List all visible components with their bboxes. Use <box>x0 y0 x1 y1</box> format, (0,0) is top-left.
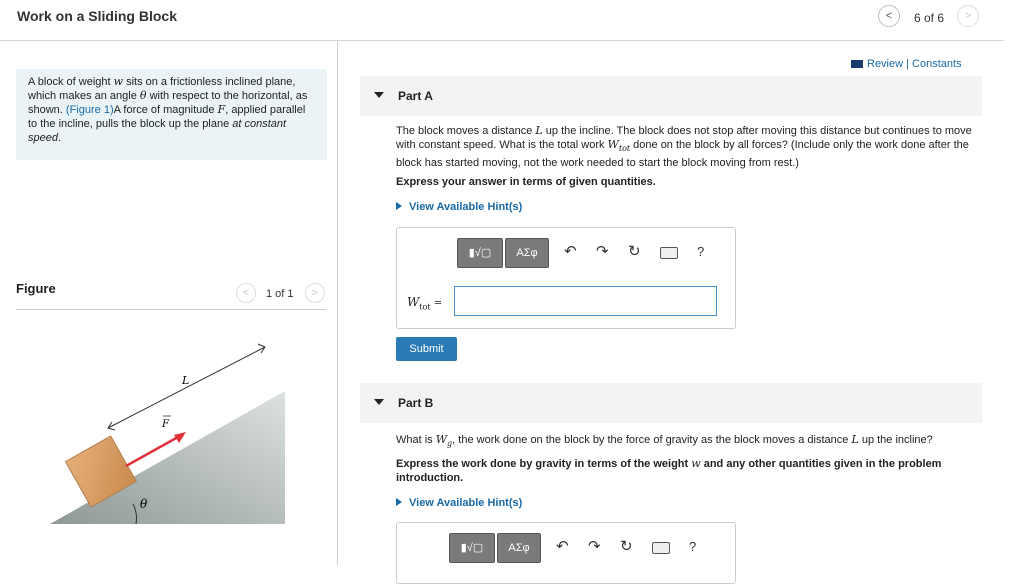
part-b-header[interactable]: Part B <box>360 383 982 423</box>
part-a-instruction: Express your answer in terms of given quantities. <box>396 176 656 188</box>
figure-prev-button[interactable] <box>236 283 256 303</box>
review-constants-link[interactable]: Review | Constants <box>851 58 962 70</box>
greek-symbols-button[interactable]: ΑΣφ <box>497 533 541 563</box>
problem-introduction: A block of weight w sits on a frictionless inclined plane, which makes an angle θ with respect to the horizontal, as shown. (Figure 1)A force of magnitude F, applied parallel to the incline, pulls the block up the plane at constant speed. <box>16 69 327 160</box>
chevron-left-icon: < <box>242 287 250 299</box>
keyboard-icon[interactable] <box>652 542 670 554</box>
part-a-question: The block moves a distance L up the incline. The block does not stop after moving this distance but continues to move with constant speed. What is the total work $W_{tot}$ done on the block by all forces? (Include only the work done after the block has started moving, not the work needed to start the block moving from rest.) <box>396 124 972 170</box>
help-icon[interactable]: ? <box>689 539 697 554</box>
caret-down-icon <box>374 399 384 405</box>
previous-item-button[interactable] <box>878 5 900 27</box>
part-a-header[interactable]: Part A <box>360 76 982 116</box>
next-item-button[interactable] <box>957 5 979 27</box>
part-b-answer-box <box>396 522 736 584</box>
help-icon[interactable]: ? <box>697 244 705 259</box>
item-position: 6 of 6 <box>914 11 945 25</box>
review-icon <box>851 60 863 68</box>
submit-button[interactable]: Submit <box>396 337 457 361</box>
templates-button[interactable]: ▮√▢ <box>449 533 495 563</box>
page-title: Work on a Sliding Block <box>17 8 177 24</box>
undo-icon[interactable]: ↶ <box>556 538 569 555</box>
column-divider <box>337 41 338 565</box>
figure-link[interactable]: (Figure 1) <box>65 104 114 116</box>
part-a-hint-link[interactable]: View Available Hint(s) <box>396 201 522 213</box>
figure-heading: Figure <box>16 281 56 296</box>
answer-input[interactable] <box>454 286 717 316</box>
figure-next-button[interactable] <box>305 283 325 303</box>
redo-icon[interactable]: ↷ <box>596 243 609 260</box>
reset-icon[interactable]: ↻ <box>620 538 633 555</box>
keyboard-icon[interactable] <box>660 247 678 259</box>
left-panel <box>0 41 337 565</box>
undo-icon[interactable]: ↶ <box>564 243 577 260</box>
chevron-right-icon: > <box>311 287 319 299</box>
chevron-left-icon: < <box>885 10 893 22</box>
top-bar <box>0 0 1004 41</box>
reset-icon[interactable]: ↻ <box>628 243 641 260</box>
chevron-right-icon: > <box>964 10 972 22</box>
part-a-answer-box <box>396 227 736 329</box>
templates-button[interactable]: ▮√▢ <box>457 238 503 268</box>
part-b-instruction: Express the work done by gravity in terms of the weight w and any other quantities given in the problem introduction. <box>396 457 942 484</box>
label-L: L <box>182 374 190 387</box>
answer-label: $W_{tot}$ = <box>407 295 443 312</box>
label-theta: θ <box>140 497 148 511</box>
greek-symbols-button[interactable]: ΑΣφ <box>505 238 549 268</box>
part-b-question: What is $W_g$, the work done on the block by the force of gravity as the block moves a distance L up the incline? <box>396 433 933 449</box>
figure-count: 1 of 1 <box>266 288 294 300</box>
figure-divider <box>16 309 326 310</box>
redo-icon[interactable]: ↷ <box>588 538 601 555</box>
caret-right-icon <box>396 202 402 210</box>
label-F: F <box>162 419 169 430</box>
part-b-hint-link[interactable]: View Available Hint(s) <box>396 497 522 509</box>
caret-down-icon <box>374 92 384 98</box>
incline-figure <box>40 336 330 536</box>
caret-right-icon <box>396 498 402 506</box>
